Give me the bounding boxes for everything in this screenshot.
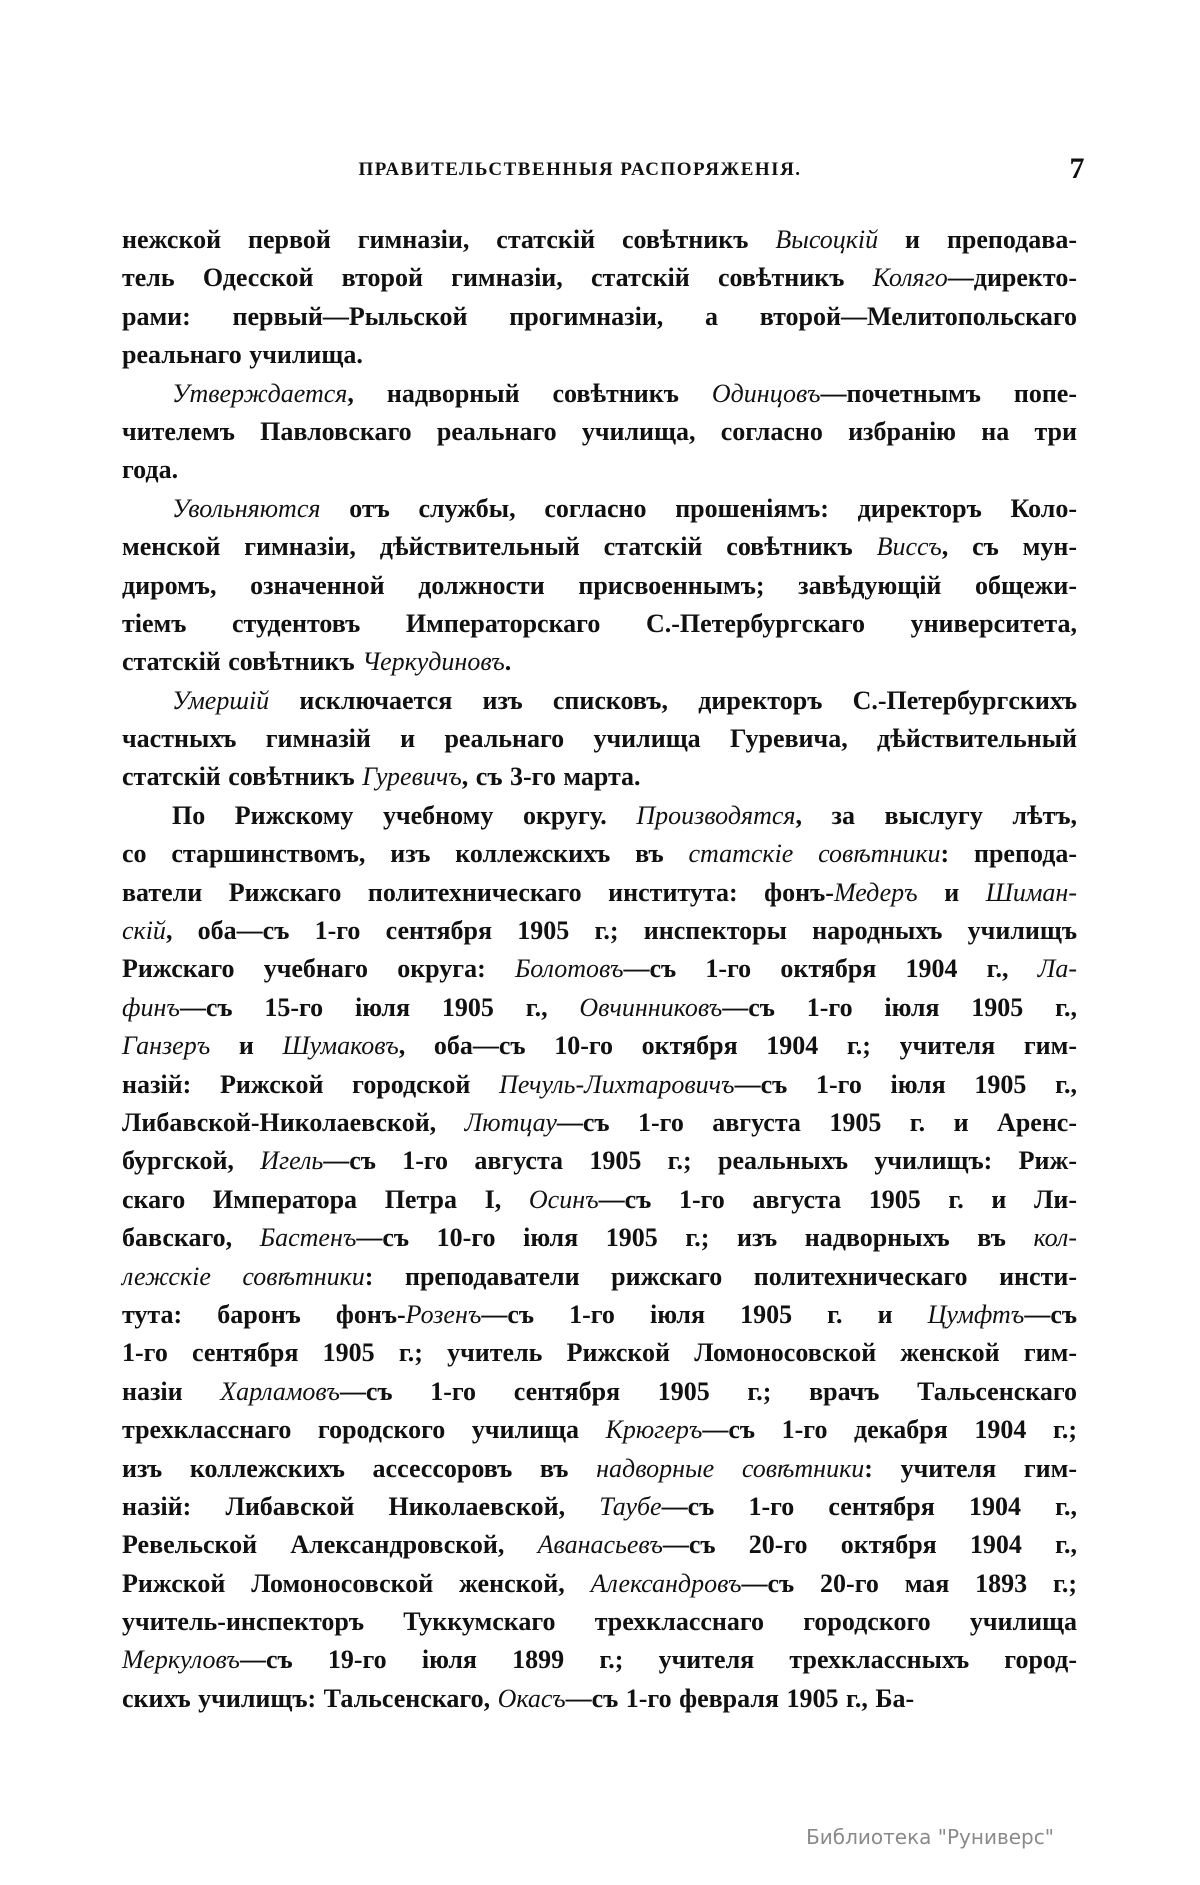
text-line — [122, 950, 1077, 988]
text-run: —директо- — [947, 263, 1077, 293]
italic-text: Печуль-Лихтаровичъ — [499, 1069, 735, 1099]
italic-text: Коляго — [872, 263, 948, 293]
text-run: тель Одесской второй гимназіи, статскій совѣтникъ — [122, 263, 873, 293]
text-run: 1-го сентября 1905 г.; учитель Рижской Ломоносовской женской гим- — [122, 1338, 1077, 1368]
text-run: Рижскаго учебнаго округа: — [122, 954, 515, 984]
text-run: , за выслугу лѣтъ, — [795, 800, 1078, 830]
paragraph — [122, 682, 1077, 797]
italic-text: Высоцкій — [775, 225, 879, 254]
text-run: Либавской-Николаевской, — [122, 1107, 465, 1137]
text-run: —съ 1-го декабря 1904 г.; — [702, 1415, 1077, 1445]
text-line — [122, 1219, 1077, 1257]
text-line — [122, 259, 1077, 297]
text-run: скаго Императора Петра I, — [122, 1184, 529, 1214]
italic-text: Болотовъ — [514, 954, 624, 984]
text-line — [122, 1450, 1077, 1488]
text-run: —съ 1-го августа 1905 г. и Аренс- — [556, 1107, 1077, 1137]
text-line — [122, 1603, 1077, 1641]
running-title: ПРАВИТЕЛЬСТВЕННЫЯ РАСПОРЯЖЕНІЯ. — [358, 159, 802, 180]
text-run: Рижской Ломоносовской женской, — [122, 1568, 591, 1598]
text-run: учитель-инспекторъ Туккумскаго трехкласснаго городского училища — [122, 1607, 1077, 1637]
text-run: года. — [122, 455, 179, 485]
text-line — [122, 682, 1077, 720]
text-line — [122, 528, 1077, 566]
italic-text: Утверждается — [172, 378, 348, 408]
text-run: —съ 10-го іюля 1905 г.; изъ надворныхъ въ — [356, 1223, 1034, 1253]
text-line — [122, 1680, 1077, 1718]
text-run: , надворный совѣтникъ — [347, 378, 712, 408]
body-text — [122, 221, 1077, 1718]
italic-text: Производятся — [636, 800, 796, 830]
text-run: —съ 1-го сентября 1904 г., — [661, 1491, 1077, 1521]
text-run: —съ 1-го августа 1905 г.; реальныхъ училищъ: Риж- — [323, 1146, 1077, 1176]
italic-text: Бастенъ — [259, 1223, 357, 1253]
paragraph — [122, 375, 1077, 490]
text-run: трехкласснаго городского училища — [122, 1415, 606, 1445]
library-watermark: Библиотека "Руниверс" — [806, 1825, 1054, 1849]
italic-text: Лютцау — [464, 1107, 557, 1137]
text-run: изъ коллежскихъ ассессоровъ въ — [122, 1453, 597, 1483]
italic-text: лежскіе совѣтники — [122, 1261, 365, 1291]
text-line — [122, 720, 1077, 758]
text-run: —съ 1-го іюля 1905 г., — [722, 992, 1077, 1022]
paragraph — [122, 797, 1077, 1718]
text-line — [122, 1027, 1077, 1065]
text-run: —съ 1-го іюля 1905 г., — [734, 1069, 1077, 1099]
text-line — [122, 490, 1077, 528]
text-line — [122, 912, 1077, 950]
italic-text: Умершій — [172, 685, 270, 715]
text-line — [122, 375, 1077, 413]
italic-text: Медеръ — [833, 877, 918, 907]
italic-text: Харламовъ — [220, 1376, 340, 1406]
text-run: диромъ, означенной должности присвоеннымъ; завѣдующій общежи- — [122, 570, 1077, 600]
italic-text: статскіе совѣтники — [688, 839, 941, 869]
text-line — [122, 835, 1077, 873]
text-run: назій: Либавской Николаевской, — [122, 1491, 600, 1521]
italic-text: Игель — [260, 1146, 324, 1176]
text-line — [122, 1373, 1077, 1411]
italic-text: Шиман- — [985, 877, 1077, 907]
italic-text: Окасъ — [497, 1683, 566, 1713]
text-line — [122, 1181, 1077, 1219]
italic-text: Одинцовъ — [711, 378, 821, 408]
text-run: По Рижскому учебному округу. — [172, 800, 637, 830]
text-line — [122, 643, 1077, 681]
italic-text: Александровъ — [590, 1568, 742, 1598]
text-run: и — [917, 877, 986, 907]
text-run: статскій совѣтникъ — [122, 762, 363, 792]
text-line — [122, 1411, 1077, 1449]
text-line — [122, 874, 1077, 912]
italic-text: Крюгеръ — [605, 1415, 703, 1445]
text-run: частныхъ гимназій и реальнаго училища Гуревича, дѣйствительный — [122, 724, 1077, 754]
text-line — [122, 797, 1077, 835]
text-line — [122, 1641, 1077, 1679]
text-line — [122, 221, 1077, 259]
italic-text: Черкудиновъ — [362, 647, 505, 677]
italic-text: Овчинниковъ — [579, 992, 723, 1022]
italic-text: Аванасьевъ — [537, 1530, 663, 1560]
text-run: и — [210, 1031, 283, 1061]
italic-text: Таубе — [599, 1491, 662, 1521]
text-run: —съ 20-го октября 1904 г., — [662, 1530, 1077, 1560]
page-number: 7 — [1069, 152, 1085, 185]
text-run: —съ 1-го іюля 1905 г. и — [481, 1299, 928, 1329]
italic-text: скій — [122, 916, 166, 946]
italic-text: Осинъ — [528, 1184, 599, 1214]
italic-text: Увольняются — [172, 493, 321, 523]
text-run: , оба—съ 10-го октября 1904 г.; учителя гим- — [398, 1031, 1077, 1061]
text-line — [122, 989, 1077, 1027]
text-line — [122, 758, 1077, 796]
text-run: реальнаго училища. — [122, 340, 363, 370]
text-run: —съ 1-го сентября 1905 г.; врачъ Тальсенскаго — [339, 1376, 1077, 1406]
text-line — [122, 336, 1077, 374]
text-line — [122, 1142, 1077, 1180]
text-line — [122, 567, 1077, 605]
text-line — [122, 1104, 1077, 1142]
italic-text: Виссъ — [876, 532, 942, 562]
text-run: : препода- — [940, 839, 1078, 869]
italic-text: Розенъ — [405, 1299, 482, 1329]
text-run: , съ мун- — [941, 532, 1078, 562]
italic-text: надворные совѣтники — [596, 1453, 865, 1483]
text-run: —съ 20-го мая 1893 г.; — [741, 1568, 1077, 1598]
text-run: —съ — [1024, 1299, 1078, 1329]
italic-text: кол- — [1033, 1223, 1077, 1253]
text-run: исключается изъ списковъ, директоръ С.-Петербургскихъ — [269, 685, 1077, 715]
text-run: —съ 1-го февраля 1905 г., Ба- — [565, 1683, 915, 1713]
text-line — [122, 1296, 1077, 1334]
text-run: менской гимназіи, дѣйствительный статскій совѣтникъ — [122, 532, 877, 562]
text-run: бавскаго, — [122, 1223, 260, 1253]
paragraph — [122, 221, 1077, 375]
text-line — [122, 1565, 1077, 1603]
text-run: Ревельской Александровской, — [122, 1530, 538, 1560]
text-run: нежской первой гимназіи, статскій совѣтникъ — [122, 225, 776, 254]
text-run: со старшинствомъ, изъ коллежскихъ въ — [122, 839, 689, 869]
text-run: тіемъ студентовъ Императорскаго С.-Петербургскаго университета, — [122, 608, 1077, 638]
italic-text: финъ — [122, 992, 180, 1022]
italic-text: Меркуловъ — [122, 1645, 240, 1675]
text-run: : преподаватели рижскаго политехническаго инсти- — [364, 1261, 1077, 1291]
text-run: статскій совѣтникъ — [122, 647, 363, 677]
text-run: отъ службы, согласно прошеніямъ: директоръ Коло- — [320, 493, 1077, 523]
text-line — [122, 1066, 1077, 1104]
text-line — [122, 1334, 1077, 1372]
italic-text: Гуревичъ — [362, 762, 462, 792]
text-run: —почетнымъ попе- — [820, 378, 1078, 408]
text-run: бургской, — [122, 1146, 261, 1176]
text-line — [122, 451, 1077, 489]
italic-text: Цумфтъ — [927, 1299, 1025, 1329]
text-run: и преподава- — [878, 225, 1078, 254]
text-run: : учителя гим- — [864, 1453, 1077, 1483]
italic-text: Ганзеръ — [122, 1031, 211, 1061]
text-run: , съ 3-го марта. — [461, 762, 641, 792]
text-run: , оба—съ 1-го сентября 1905 г.; инспекторы народныхъ училищъ — [165, 916, 1077, 946]
italic-text: Ла- — [1037, 954, 1077, 984]
text-line — [122, 1488, 1077, 1526]
text-run: чителемъ Павловскаго реальнаго училища, согласно избранію на три — [122, 416, 1077, 446]
text-line — [122, 413, 1077, 451]
text-run: скихъ училищъ: Тальсенскаго, — [122, 1683, 498, 1713]
italic-text: Шумаковъ — [282, 1031, 399, 1061]
text-run: —съ 15-го іюля 1905 г., — [179, 992, 580, 1022]
text-line — [122, 605, 1077, 643]
text-run: . — [504, 647, 512, 677]
paragraph — [122, 490, 1077, 682]
text-run: тута: баронъ фонъ- — [122, 1299, 406, 1329]
text-run: —съ 1-го августа 1905 г. и Ли- — [598, 1184, 1077, 1214]
text-run: назіи — [122, 1376, 221, 1406]
text-run: рами: первый—Рыльской прогимназіи, а второй—Мелитопольскаго — [122, 301, 1077, 331]
text-run: ватели Рижскаго политехническаго института: фонъ- — [122, 877, 834, 907]
text-line — [122, 1258, 1077, 1296]
text-line — [122, 1526, 1077, 1564]
text-run: назій: Рижской городской — [122, 1069, 500, 1099]
text-line — [122, 298, 1077, 336]
text-run: —съ 1-го октября 1904 г., — [623, 954, 1038, 984]
text-run: —съ 19-го іюля 1899 г.; учителя трехклассныхъ город- — [239, 1645, 1077, 1675]
